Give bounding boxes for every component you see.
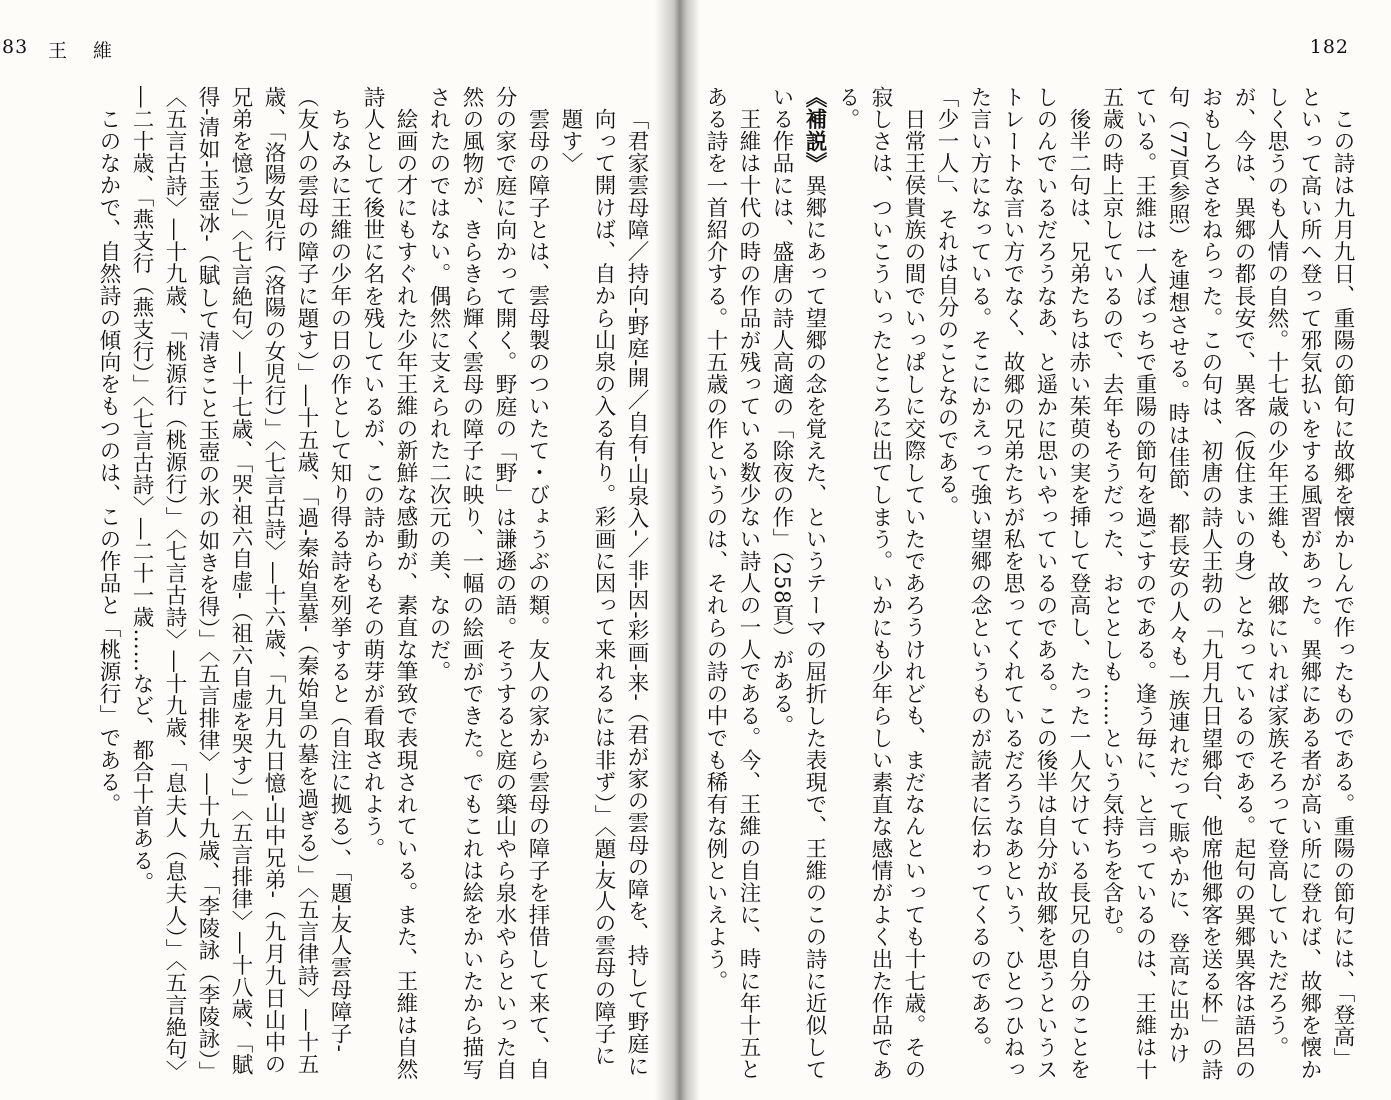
paragraph: 王維は十代の時の作品が残っている数少ない詩人の一人である。今、王維の自注に、時に年十五とある詩を一首紹介する。十五歳の作というのは、それらの詩の中でも稀有な例といえよう。 (703, 86, 761, 1080)
left-page (0, 0, 655, 1100)
running-head: 王 維 (48, 40, 123, 62)
supplement-text: 異郷にあって望郷の念を覚えた、というテーマの屈折した表現で、王維のこの詩に近似している作品には、盛唐の詩人高適の「除夜の作」（258頁）がある。 (769, 86, 827, 1081)
paragraph: 日常王侯貴族の間でいっぱしに交際していたであろうけれども、まだなんといっても十七歳。その寂しさは、ついこういったところに出てしまう。いかにも少年らしい素直な感情がよく出た作品である。 (835, 86, 926, 1081)
paragraph: 雲母の障子とは、雲母製のついたて・びょうぶの類。友人の家から雲母の障子を拝借して来て、自分の家で庭に向かって開く。野庭の「野」は謙遜の語。そうすると庭の築山やら泉水やらといった自然の風物が、きらきら輝く雲母の障子に映り、一幅の絵画ができた。でもこれは絵をかいたから描写されたのではない。偶然に支えられた二次元の美、なのだ。 (426, 86, 550, 1081)
paragraph: 絵画の才にもすぐれた少年王維の新鮮な感動が、素直な筆致で表現されている。また、王維は自然詩人として後世に名を残しているが、この詩からもその萌芽が看取されよう。 (360, 86, 418, 1080)
paragraph: 後半二句は、兄弟たちは赤い茱萸の実を挿して登高し、たった一人欠けている長兄の自分のことをしのんでいるだろうなあ、と遥かに思いやっているのである。この後半は自分が故郷を思うというストレートな言い方でなく、故郷の兄弟たちが私を思ってくれているだろうなあという、ひとつひねった言い方になっている。そこにかえって強い望郷の念というものが読者に伝わってくるのである。「少一人」、それは自分のことなのである。 (934, 86, 1091, 1081)
paragraph: この詩は九月九日、重陽の節句に故郷を懐かしんで作ったものである。重陽の節句には、「登高」といって高い所へ登って邪気払いをする風習があった。異郷にある者が高い所に登れば、故郷を懐かしく思うのも人情の自然。十七歳の少年王維も、故郷にいれば家族そろって登高していただろう。が、今は、異郷の都長安で、異客（仮住まいの身）となっているのである。起句の異郷異客は語呂のおもしろさをねらった。この句は、初唐の詩人王勃の「九月九日望郷台、他席他郷客を送る杯」の詩句（77頁参照）を連想させる。時は佳節、都長安の人々も一族連れだって賑やかに、登高に出かけている。王維は一人ぼっちで重陽の節句を過ごすのである。逢う毎に、と言っているのは、王維は十五歳の時上京しているので、去年もそうだった、おととしも……という気持ちを含む。 (1099, 86, 1355, 1081)
supplement-paragraph (765, 86, 831, 1086)
page-number: 83 (2, 36, 29, 58)
book-gutter (655, 0, 700, 1100)
right-page (700, 0, 1391, 1100)
poem-quote: 「君家雲母障／持向‐野庭‐開／自有‐山泉入‐／非‐因‐彩画‐来‐（君が家の雲母の障を、持して野庭に向って開けば、自から山泉の入る有り。彩画に因って来れるには非ず）」〈題‐友人の雲母の障子に題す〉 (558, 107, 649, 1077)
right-page-body (704, 86, 1359, 1086)
supplement-label: 《補説》 (802, 86, 827, 175)
paragraph: ちなみに王維の少年の日の作として知り得る詩を列挙すると（自注に拠る）、「題‐友人雲母障子‐（友人の雲母の障子に題す）」―十五歳、「過‐秦始皇墓‐（秦始皇の墓を過ぎる）」〈五言律詩〉―十五歳、「洛陽女児行（洛陽の女児行）」〈七言古詩〉―十六歳、「九月九日憶‐山中兄弟‐（九月九日山中の兄弟を憶う）」〈七言絶句〉―十七歳、「哭‐祖六自虚‐（祖六自虚を哭す）」〈五言排律〉―十八歳、「賦得‐清如‐玉壺冰‐（賦して清きこと玉壺の氷の如きを得）」〈五言排律〉―十九歳、「李陵詠（李陵詠）」〈五言古詩〉―十九歳、「桃源行（桃源行）」〈七言古詩〉―十九歳、「息夫人（息夫人）」〈五言絶句〉―二十歳、「燕支行（燕支行）」〈七言古詩〉―二十一歳……など、都合十首ある。 (129, 86, 352, 1084)
page-number: 182 (1309, 36, 1349, 58)
paragraph: このなかで、自然詩の傾向をもつのは、この作品と「桃源行」である。 (96, 107, 121, 815)
left-page-body (3, 86, 653, 1086)
